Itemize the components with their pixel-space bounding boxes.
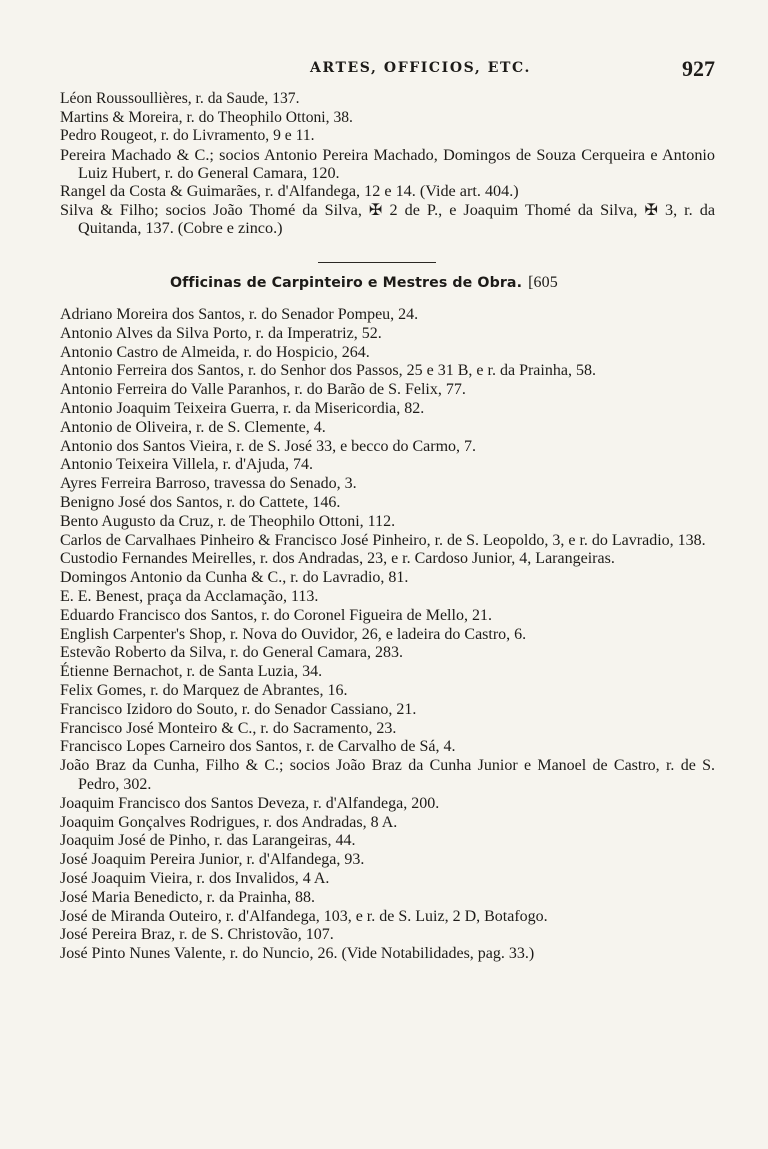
- list-item: Domingos Antonio da Cunha & C., r. do Lavradio, 81.: [60, 569, 409, 587]
- list-item: Antonio Alves da Silva Porto, r. da Imperatriz, 52.: [60, 324, 382, 342]
- list-item: Francisco Lopes Carneiro dos Santos, r. de Carvalho de Sá, 4.: [60, 738, 456, 756]
- list-item: Antonio Joaquim Teixeira Guerra, r. da Misericordia, 82.: [60, 399, 425, 417]
- list-item: Étienne Bernachot, r. de Santa Luzia, 34.: [60, 663, 323, 681]
- section-title: Officinas de Carpinteiro e Mestres de Obra.: [170, 275, 523, 291]
- section-number: [605: [528, 274, 558, 291]
- list-item: Antonio Teixeira Villela, r. d'Ajuda, 74.: [60, 456, 314, 474]
- list-item: José Joaquim Pereira Junior, r. d'Alfandega, 93.: [60, 851, 365, 869]
- list-item: Joaquim Gonçalves Rodrigues, r. dos Andradas, 8 A.: [60, 813, 398, 831]
- section-divider: [318, 262, 436, 263]
- list-item: Felix Gomes, r. do Marquez de Abrantes, 16.: [60, 681, 348, 699]
- section-heading: [170, 274, 558, 292]
- list-item: Pereira Machado & C.; socios Antonio Pereira Machado, Domingos de Souza Cerqueira e Antonio Luiz Hubert, r. do General Camara, 120.: [60, 145, 715, 183]
- running-head: ARTES, OFFICIOS, ETC.: [310, 60, 532, 76]
- list-item: Silva & Filho; socios João Thomé da Silva, ✠ 2 de P., e Joaquim Thomé da Silva, ✠ 3, r. da Quitanda, 137. (Cobre e zinco.): [60, 200, 715, 237]
- list-item: Joaquim José de Pinho, r. das Larangeiras, 44.: [60, 832, 356, 850]
- list-item: Francisco José Monteiro & C., r. do Sacramento, 23.: [60, 719, 397, 737]
- list-item: José de Miranda Outeiro, r. d'Alfandega, 103, e r. de S. Luiz, 2 D, Botafogo.: [60, 907, 548, 925]
- page-number: 927: [682, 56, 715, 81]
- list-item: Benigno José dos Santos, r. do Cattete, 146.: [60, 493, 341, 511]
- list-item: Antonio dos Santos Vieira, r. de S. José 33, e becco do Carmo, 7.: [60, 437, 477, 455]
- page-header: [60, 58, 715, 84]
- list-item: Antonio de Oliveira, r. de S. Clemente, 4.: [60, 418, 326, 436]
- list-item: Ayres Ferreira Barroso, travessa do Senado, 3.: [60, 475, 357, 493]
- list-item: José Joaquim Vieira, r. dos Invalidos, 4 A.: [60, 869, 330, 887]
- list-item: João Braz da Cunha, Filho & C.; socios João Braz da Cunha Junior e Manoel de Castro, r. de S. Pedro, 302.: [60, 757, 715, 793]
- entry-list-top: [60, 90, 715, 237]
- list-item: José Pinto Nunes Valente, r. do Nuncio, 26. (Vide Notabilidades, pag. 33.): [60, 945, 535, 963]
- list-item: Pedro Rougeot, r. do Livramento, 9 e 11.: [60, 127, 315, 145]
- list-item: Antonio Castro de Almeida, r. do Hospicio, 264.: [60, 343, 370, 361]
- list-item: Rangel da Costa & Guimarães, r. d'Alfandega, 12 e 14. (Vide art. 404.): [60, 182, 519, 201]
- entry-list-main: [60, 306, 715, 964]
- list-item: José Maria Benedicto, r. da Prainha, 88.: [60, 888, 316, 906]
- list-item: Joaquim Francisco dos Santos Deveza, r. d'Alfandega, 200.: [60, 794, 440, 812]
- list-item: Eduardo Francisco dos Santos, r. do Coronel Figueira de Mello, 21.: [60, 606, 492, 624]
- list-item: Custodio Fernandes Meirelles, r. dos Andradas, 23, e r. Cardoso Junior, 4, Larangeiras.: [60, 550, 615, 568]
- list-item: Bento Augusto da Cruz, r. de Theophilo Ottoni, 112.: [60, 512, 396, 530]
- list-item: Carlos de Carvalhaes Pinheiro & Francisco José Pinheiro, r. de S. Leopoldo, 3, e r. do Lavradio, 138.: [60, 531, 706, 549]
- list-item: José Pereira Braz, r. de S. Christovão, 107.: [60, 926, 334, 944]
- list-item: Adriano Moreira dos Santos, r. do Senador Pompeu, 24.: [60, 306, 419, 323]
- list-item: Léon Roussoullières, r. da Saude, 137.: [60, 90, 300, 107]
- list-item: English Carpenter's Shop, r. Nova do Ouvidor, 26, e ladeira do Castro, 6.: [60, 625, 527, 643]
- list-item: Francisco Izidoro do Souto, r. do Senador Cassiano, 21.: [60, 700, 417, 718]
- list-item: E. E. Benest, praça da Acclamação, 113.: [60, 587, 319, 605]
- list-item: Martins & Moreira, r. do Theophilo Ottoni, 38.: [60, 108, 353, 126]
- list-item: Estevão Roberto da Silva, r. do General Camara, 283.: [60, 644, 404, 662]
- list-item: Antonio Ferreira dos Santos, r. do Senhor dos Passos, 25 e 31 B, e r. da Prainha, 58.: [60, 362, 596, 380]
- list-item: Antonio Ferreira do Valle Paranhos, r. do Barão de S. Felix, 77.: [60, 381, 466, 399]
